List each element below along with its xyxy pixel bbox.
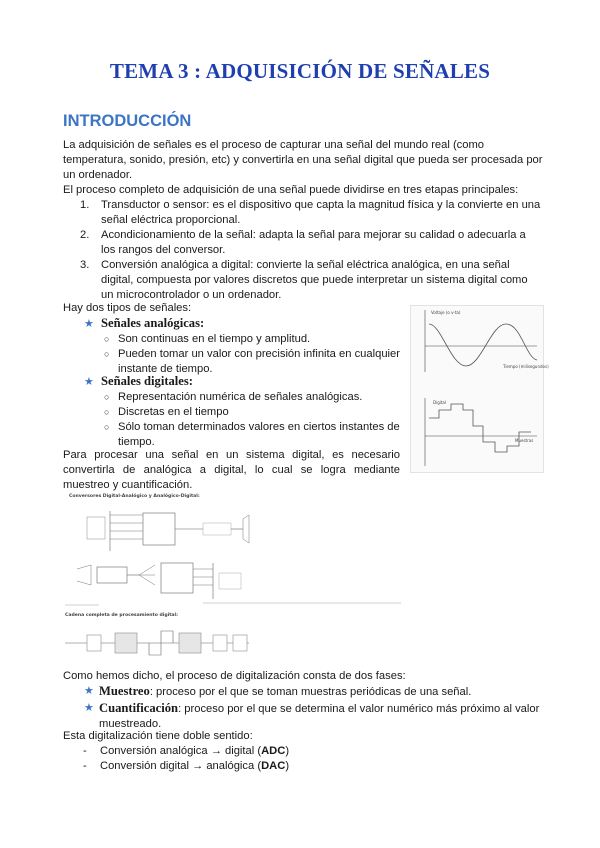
digital-axis-label: Digital [433,400,446,405]
analog-title: Señales analógicas: [100,316,205,330]
samples-axis-label: Muestras [515,438,534,443]
dash-bullet: - [83,760,87,772]
list-number: 3. [80,259,90,271]
direction-text: Conversión analógica → digital ( [100,745,262,757]
digital-list [63,390,400,450]
analog-wave [429,324,537,366]
direction-close: ) [285,760,290,772]
direction-abbr: DAC [261,760,286,772]
list-item [63,744,463,759]
converters-svg [63,491,403,609]
star-bullet-icon: ★ [84,376,94,388]
list-item [63,347,400,377]
list-item [84,684,544,700]
list-text: Pueden tomar un valor con precisión infinita en cualquier instante de tiempo. [118,348,400,375]
signal-graph [411,306,549,472]
list-text: Conversión analógica a digital: convierte la señal eléctrica analógica, en una señal digital, compuesta por valores discretos que puede interpretar un sistema digital como un microcontrolador o un ordenador. [101,259,528,301]
list-item [63,390,400,405]
list-text: Transductor o sensor: es el dispositivo que capta la magnitud física y la convierte en una señal eléctrica proporcional. [101,199,541,226]
digital-title: Señales digitales: [100,374,193,388]
list-text: Sólo toman determinados valores en ciertos instantes de tiempo. [118,421,400,448]
page-title: TEMA 3 : ADQUISICIÓN DE SEÑALES [109,59,491,83]
list-item [84,701,544,732]
dac-block [143,513,175,545]
section-heading: INTRODUCCIÓN [63,112,192,130]
phase-term: Muestreo [99,684,150,698]
types-intro: Hay dos tipos de señales: [63,302,192,314]
direction-abbr: ADC [261,745,286,757]
process-paragraph: Para procesar una señal en un sistema digital, es necesario convertirla de analógica a digital, lo cual se logra mediante muestreo y cuantificación. [63,449,400,491]
intro-paragraph: La adquisición de señales es el proceso de capturar una señal del mundo real (como temperatura, sonido, presión, etc) y convertirla en una señal digital que pueda ser procesada por un ordenador. [63,139,543,181]
phase-text: : proceso por el que se toman muestras periódicas de una señal. [149,686,472,698]
dash-bullet: - [83,745,87,757]
signal-graph-figure [410,305,549,473]
star-bullet-icon: ★ [84,702,94,714]
analog-heading [84,316,204,332]
list-item [63,198,543,228]
circle-bullet-icon: ○ [104,349,110,359]
list-item [63,228,543,258]
direction-close: ) [285,745,290,757]
list-item [63,759,463,774]
list-text: Acondicionamiento de la señal: adapta la señal para mejorar su calidad o adecuarla a los rangos del conversor. [101,229,526,256]
directions-list [63,744,463,774]
double-sense-paragraph: Esta digitalización tiene doble sentido: [63,730,253,742]
list-item [63,405,400,420]
adc-block [161,563,193,593]
phase-text: : proceso por el que se determina el valor numérico más próximo al valor muestreado. [99,703,540,730]
phases-list [84,684,544,732]
digital-heading [84,374,193,390]
star-bullet-icon: ★ [84,318,94,330]
circle-bullet-icon: ○ [104,422,110,432]
list-item [63,420,400,450]
circle-bullet-icon: ○ [104,334,110,344]
circle-bullet-icon: ○ [104,392,110,402]
analog-list [63,332,400,377]
list-number: 2. [80,229,90,241]
list-number: 1. [80,199,90,211]
digital-staircase [429,404,534,452]
list-text: Son continuas en el tiempo y amplitud. [118,333,311,345]
time-axis-label: Tiempo (milisegundos) [503,364,549,369]
processing-chain-diagram [63,611,253,663]
stages-list [63,198,543,303]
list-item [63,332,400,347]
list-item [63,258,543,303]
converters-diagram [63,491,403,609]
direction-text: Conversión digital → analógica ( [100,760,262,772]
stages-paragraph: El proceso completo de adquisición de una señal puede dividirse en tres etapas principales: [63,184,519,196]
analog-axis-label: Voltaje (o v-ta) [431,310,461,315]
phase-term: Cuantificación [99,701,179,715]
digitization-intro: Como hemos dicho, el proceso de digitalización consta de dos fases: [63,670,406,682]
list-text: Representación numérica de señales analógicas. [118,391,363,403]
chain-caption: Cadena completa de procesamiento digital: [65,613,178,618]
list-text: Discretas en el tiempo [118,406,229,418]
processing-chain-svg [63,611,253,663]
circle-bullet-icon: ○ [104,407,110,417]
star-bullet-icon: ★ [84,685,94,697]
converters-caption: Conversores Digital-Analógico y Analógico-Digital: [69,494,200,499]
